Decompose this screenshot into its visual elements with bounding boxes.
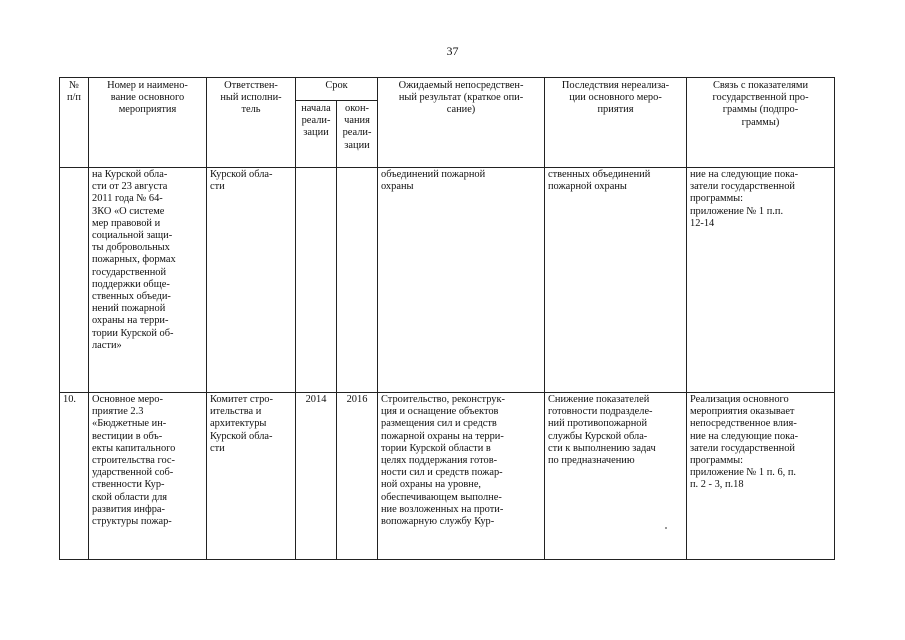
header-term: Срок: [296, 78, 378, 101]
row-responsible: Курской обла- сти: [207, 168, 296, 393]
header-num: № п/п: [60, 78, 89, 168]
row-term-start: 2014: [296, 393, 337, 560]
measures-table: [59, 77, 835, 560]
row-indicator-link: ние на следующие пока- затели государственной программы: приложение № 1 п.п. 12-14: [687, 168, 835, 393]
row-expected-result: Строительство, реконструк- ция и оснащение объектов размещения сил и средств пожарной охраны на терри- тории Курской области в целях поддержания готов- ности сил и средств пожар- ной охраны на уровне, обеспечивающем выполне- ние возложенных на проти- вопожарную службу Кур-: [378, 393, 545, 560]
header-term-end: окон- чания реали- зации: [337, 101, 378, 168]
row-indicator-link: Реализация основного мероприятия оказывает непосредственное влия- ние на следующие пока- затели государственной программы: приложение № 1 п. 6, п. п. 2 - 3, п.18: [687, 393, 835, 560]
row-measure-name: на Курской обла- сти от 23 августа 2011 года № 64- ЗКО «О системе мер правовой и социальной защи- ты добровольных пожарных, формах государственной поддержки обще- ственных объеди- нений пожарной охраны на терри- тории Курской об- ласти»: [89, 168, 207, 393]
row-expected-result: объединений пожарной охраны: [378, 168, 545, 393]
scan-speck: [665, 527, 667, 529]
table-row: [60, 393, 835, 560]
row-term-end: [337, 168, 378, 393]
row-term-end: 2016: [337, 393, 378, 560]
table-row: [60, 168, 835, 393]
table-header-row: [60, 78, 835, 101]
page-number: 37: [446, 44, 459, 58]
header-responsible: Ответствен- ный исполни- тель: [207, 78, 296, 168]
row-responsible: Комитет стро- ительства и архитектуры Курской обла- сти: [207, 393, 296, 560]
row-consequences: ственных объединений пожарной охраны: [545, 168, 687, 393]
header-consequences: Последствия нереализа- ции основного меро- приятия: [545, 78, 687, 168]
row-num: 10.: [60, 393, 89, 560]
header-expected-result: Ожидаемый непосредствен- ный результат (краткое опи- сание): [378, 78, 545, 168]
header-measure-name: Номер и наимено- вание основного мероприятия: [89, 78, 207, 168]
header-indicator-link: Связь с показателями государственной про- граммы (подпро- граммы): [687, 78, 835, 168]
row-measure-name: Основное меро- приятие 2.3 «Бюджетные ин- вестиции в объ- екты капитального строительства гос- ударственной соб- ственности Кур- ской области для развития инфра- структуры пожар-: [89, 393, 207, 560]
row-consequences: Снижение показателей готовности подразделе- ний противопожарной службы Курской обла- сти к выполнению задач по предназначению: [545, 393, 687, 560]
row-num: [60, 168, 89, 393]
row-term-start: [296, 168, 337, 393]
header-term-start: начала реали- зации: [296, 101, 337, 168]
